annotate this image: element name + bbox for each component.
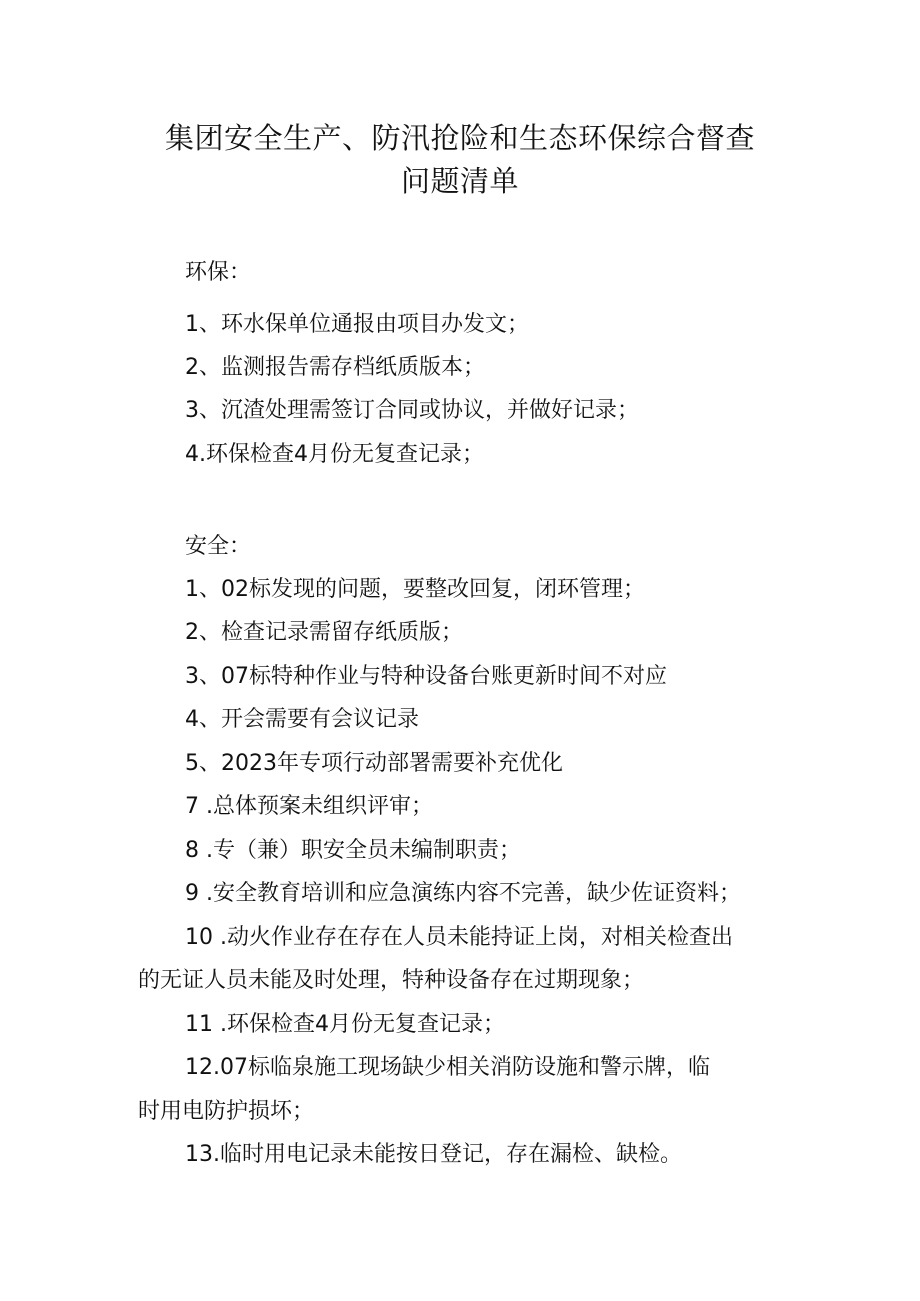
safety-item-continuation: 时用电防护损坏； — [138, 1099, 315, 1124]
env-heading: 环保： — [185, 260, 252, 285]
safety-item: 11 .环保检查4月份无复查记录； — [185, 1012, 505, 1037]
safety-item: 10 .动火作业存在存在人员未能持证上岗，对相关检查出 — [185, 925, 733, 950]
safety-item: 3、07标特种作业与特种设备台账更新时间不对应 — [185, 664, 667, 689]
safety-item-continuation: 的无证人员未能及时处理，特种设备存在过期现象； — [138, 968, 645, 993]
safety-item: 7 .总体预案未组织评审； — [185, 794, 433, 819]
safety-item: 12.07标临泉施工现场缺少相关消防设施和警示牌，临 — [185, 1055, 710, 1080]
env-item: 3、沉渣处理需签订合同或协议，并做好记录； — [185, 398, 639, 423]
safety-item: 9 .安全教育培训和应急演练内容不完善，缺少佐证资料； — [185, 881, 741, 906]
document-title-line-2: 问题清单 — [400, 164, 519, 198]
env-item: 2、监测报告需存档纸质版本； — [185, 355, 485, 380]
document-title-line-1: 集团安全生产、防汛抢险和生态环保综合督查 — [164, 121, 755, 155]
safety-item: 5、2023年专项行动部署需要补充优化 — [185, 751, 563, 776]
safety-item: 8 .专（兼）职安全员未编制职责； — [185, 838, 521, 863]
safety-heading: 安全： — [185, 534, 252, 559]
safety-item: 4、开会需要有会议记录 — [185, 707, 419, 732]
safety-item: 13.临时用电记录未能按日登记，存在漏检、缺检。 — [185, 1142, 682, 1167]
env-item: 4.环保检查4月份无复查记录； — [185, 442, 484, 467]
safety-item: 1、02标发现的问题，要整改回复，闭环管理； — [185, 577, 645, 602]
safety-item: 2、检查记录需留存纸质版； — [185, 620, 463, 645]
env-item: 1、环水保单位通报由项目办发文； — [185, 312, 529, 337]
